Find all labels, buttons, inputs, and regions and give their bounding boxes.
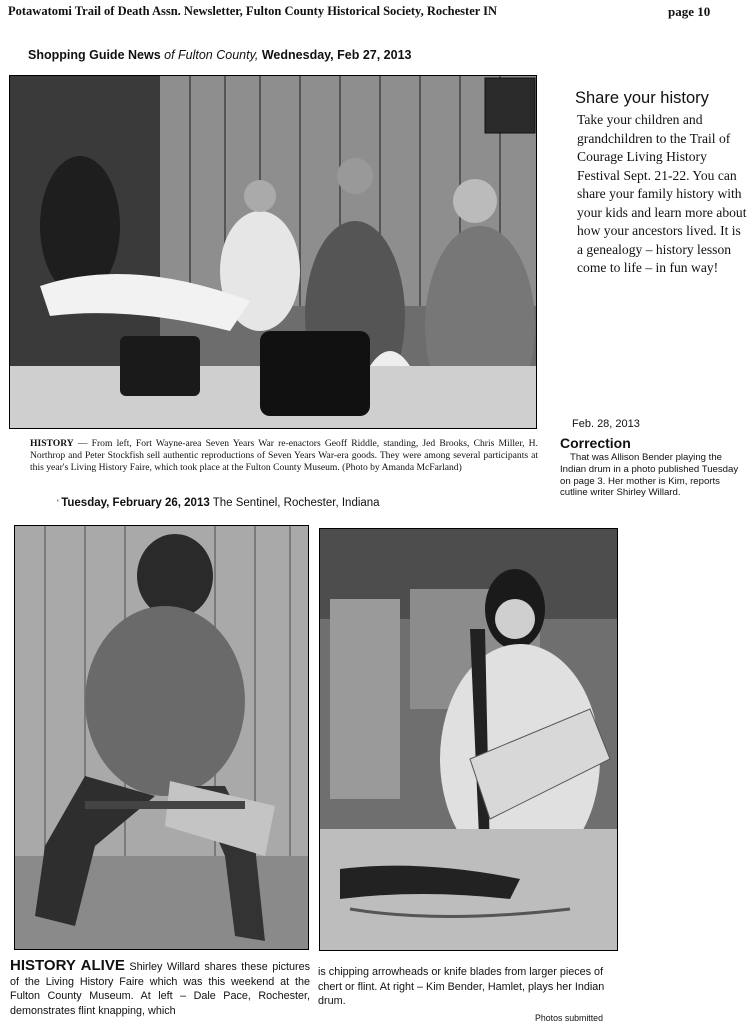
source-paper: of Fulton County, bbox=[164, 48, 259, 62]
reenactors-photo bbox=[9, 75, 537, 429]
bottom-article-source: ' Tuesday, February 26, 2013 The Sentinel, Rochester, Indiana bbox=[57, 497, 380, 509]
history-alive-col1 bbox=[10, 959, 310, 1018]
source-prefix: Shopping Guide News bbox=[28, 48, 165, 62]
history-alive-col2: is chipping arrowheads or knife blades from larger pieces of chert or flint. At right – Kim Bender, Hamlet, plays her Indian drum. bbox=[318, 966, 605, 1008]
photo-credit: Photos submitted bbox=[535, 1013, 603, 1023]
flint-knapping-photo bbox=[14, 525, 309, 950]
correction-body: That was Allison Bender playing the Indian drum in a photo published Tuesday on page 3. Her mother is Kim, reports cutline writer Shirley Willard. bbox=[560, 452, 739, 499]
sentinel-date: Tuesday, February 26, 2013 bbox=[61, 497, 210, 509]
indian-drum-photo bbox=[319, 528, 618, 951]
caption-lead: HISTORY bbox=[30, 438, 74, 449]
correction-date: Feb. 28, 2013 bbox=[572, 418, 640, 430]
caption-body: — From left, Fort Wayne-area Seven Years War re-enactors Geoff Riddle, standing, Jed Brooks, Chris Miller, H. Northrop and Peter Stockfish sell authentic reproductions of Seven Years War-era goods. They were among several participants at this year's Living History Faire, which took place at the Fulton County Museum. (Photo by Amanda McFarland) bbox=[30, 438, 538, 474]
source-date: Wednesday, Feb 27, 2013 bbox=[258, 48, 412, 62]
history-alive-text1: Shirley Willard shares these pictures of the Living History Faire which was this weekend at the Fulton County Museum. At left – Dale Pace, Rochester, demonstrates flint knapping, which bbox=[10, 961, 311, 1017]
history-alive-lead: HISTORY ALIVE bbox=[10, 957, 125, 974]
page-number: page 10 bbox=[668, 4, 711, 19]
sentinel-paper: The Sentinel, Rochester, Indiana bbox=[209, 497, 380, 509]
share-history-body: Take your children and grandchildren to the Trail of Courage Living History Festival Sept. 21-22. You can share your family history with your kids and learn more about how your ancestors lived. It is a genealogy – history lesson come to life – in fun way! bbox=[577, 112, 747, 275]
share-history-title: Share your history bbox=[575, 89, 709, 107]
correction-title: Correction bbox=[560, 435, 631, 451]
newsletter-header-title: Potawatomi Trail of Death Assn. Newsletter, Fulton County Historical Society, Rochester IN bbox=[8, 4, 498, 18]
top-article-source bbox=[28, 48, 411, 62]
reenactors-caption bbox=[30, 438, 538, 475]
